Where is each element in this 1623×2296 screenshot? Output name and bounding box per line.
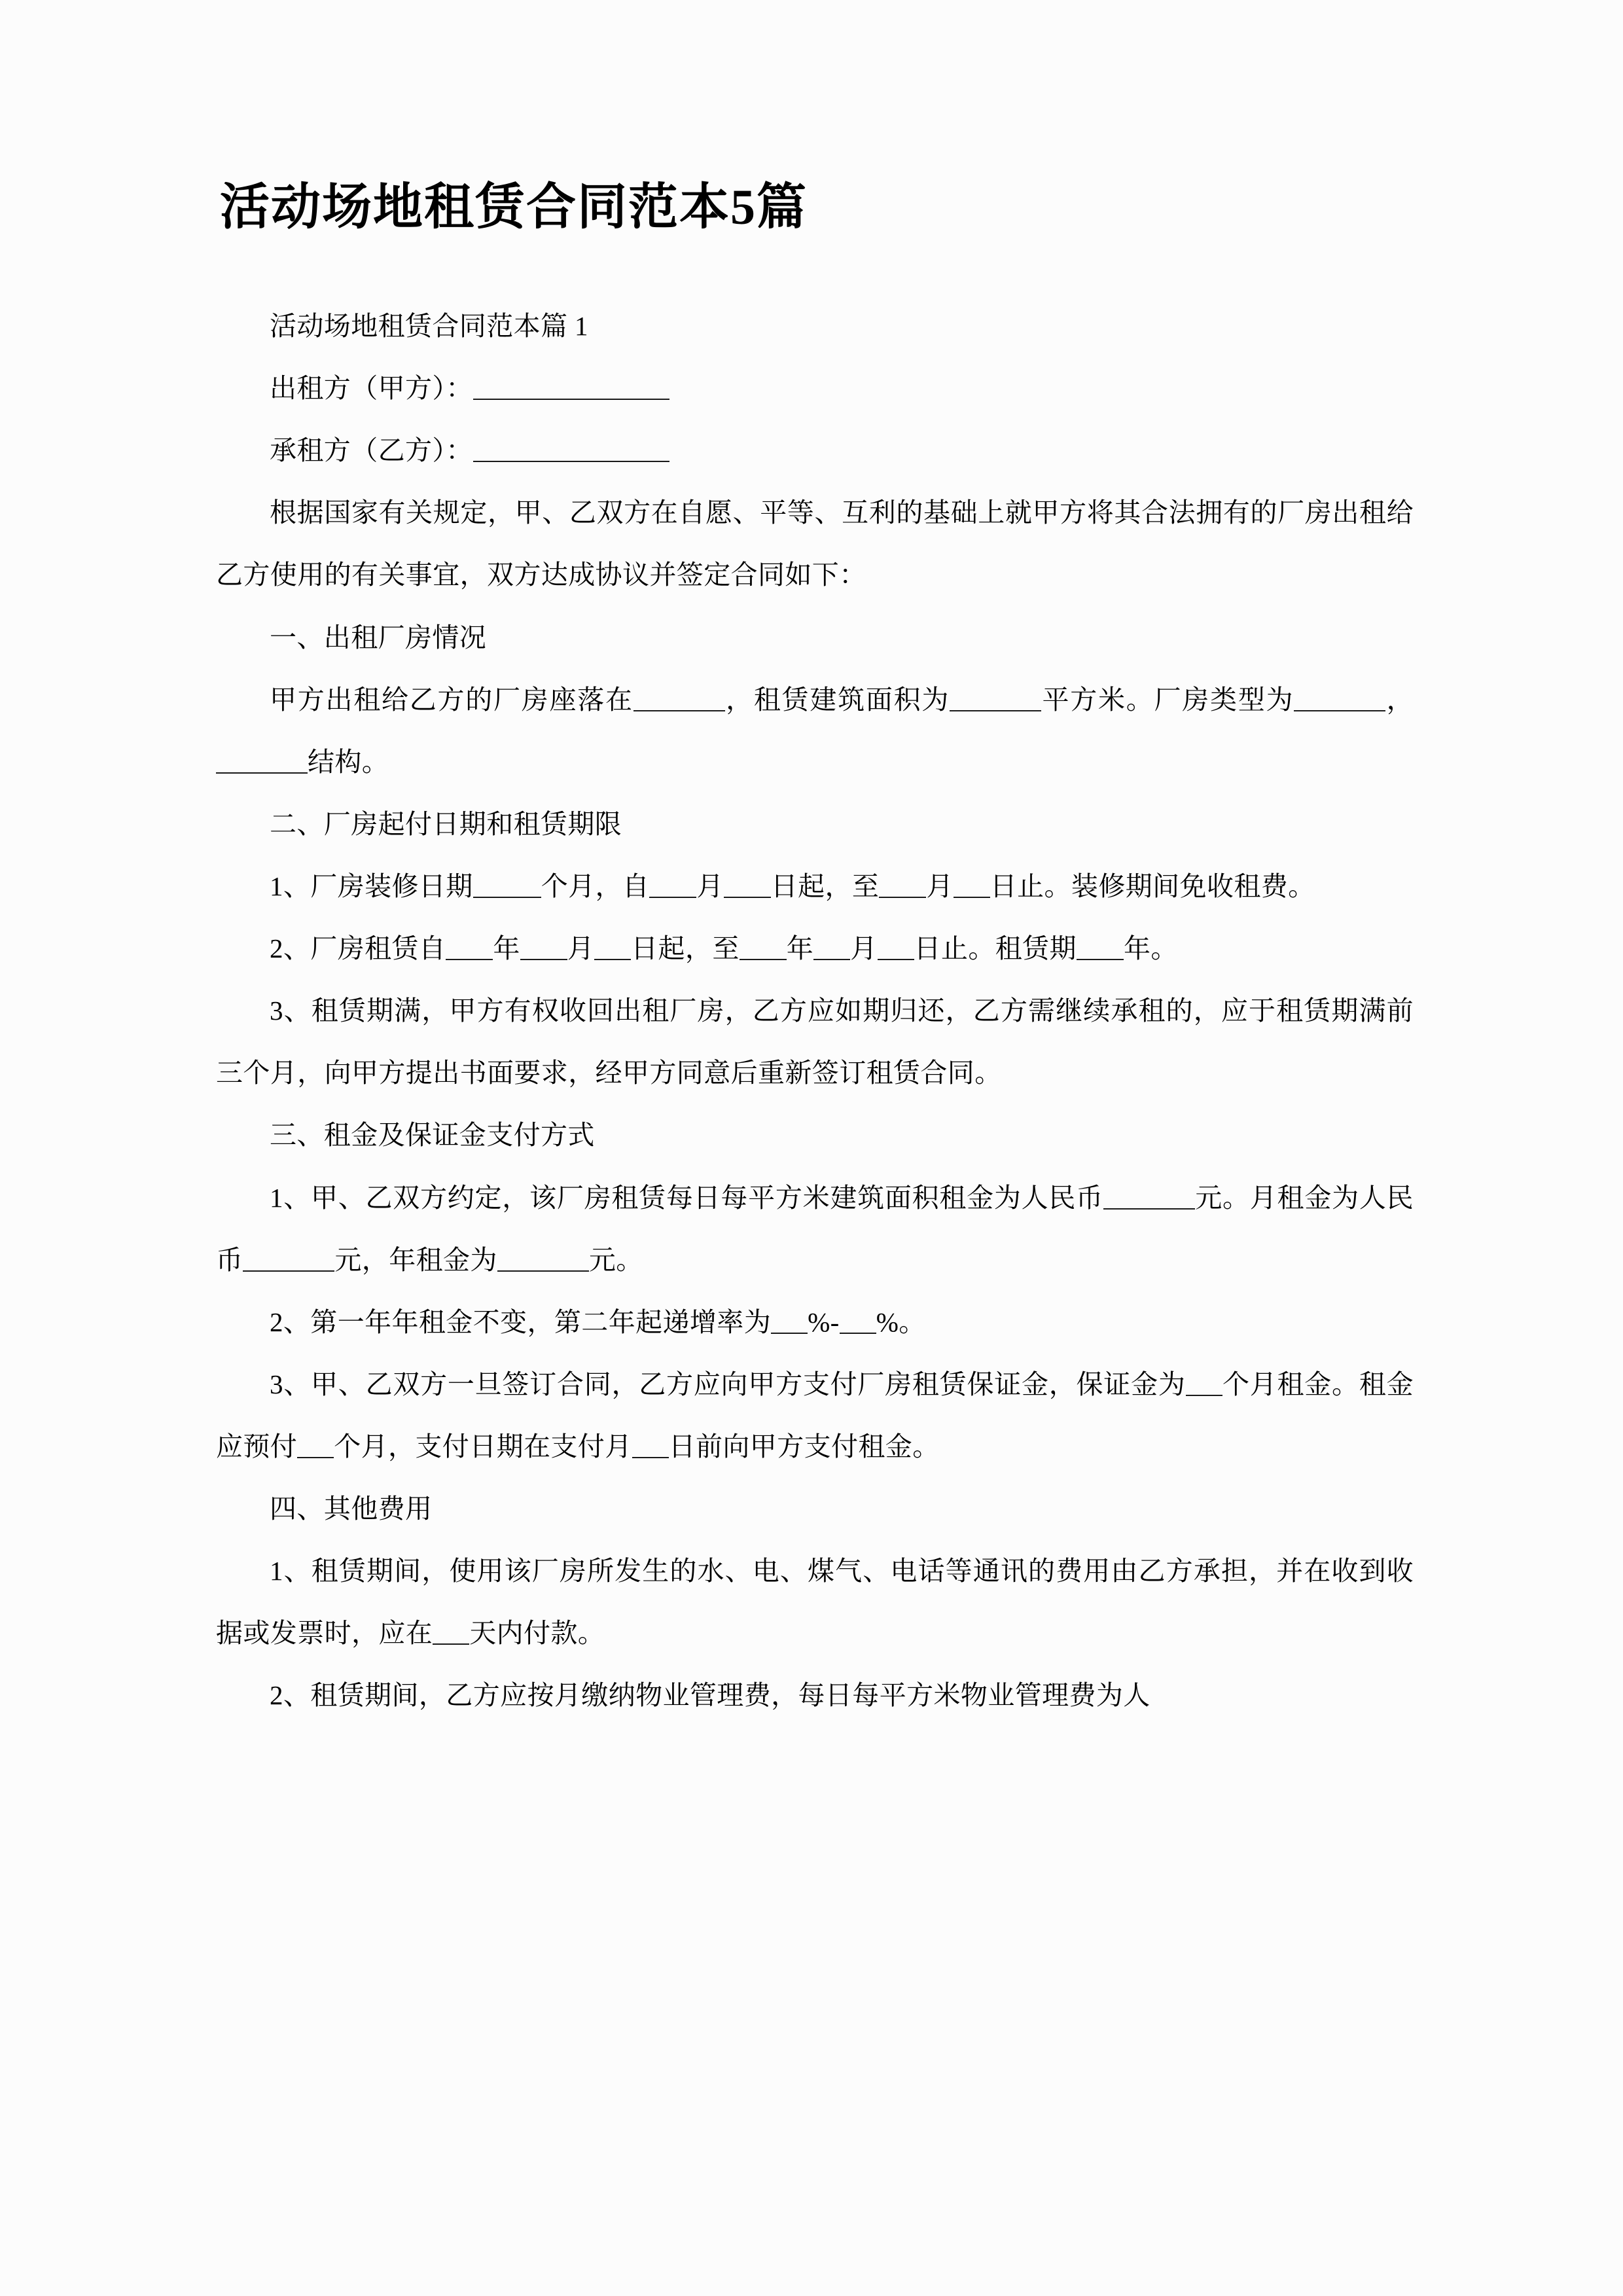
- inline-blank[interactable]: [1186, 1375, 1222, 1396]
- text-run: 年: [493, 933, 520, 964]
- inline-blank[interactable]: [1103, 1189, 1195, 1210]
- text-run: 2、厂房租赁自: [270, 933, 446, 964]
- inline-blank[interactable]: [878, 939, 914, 960]
- section-3-item-3: [216, 1354, 1414, 1478]
- text-run: 日止。装修期间免收租费。: [990, 870, 1315, 901]
- text-run: 月: [926, 870, 954, 901]
- inline-blank[interactable]: [633, 691, 725, 711]
- text-run: 个月，自: [541, 870, 650, 901]
- section-3-item-2: [216, 1291, 1414, 1354]
- inline-blank[interactable]: [724, 877, 771, 898]
- section-heading-3: 三、租金及保证金支付方式: [270, 1120, 595, 1151]
- text-run: 日起，至: [631, 933, 740, 964]
- text-run: 元，年租金为: [334, 1244, 497, 1275]
- party-lessor: [216, 357, 1414, 420]
- document-body: [216, 295, 1414, 1727]
- inline-blank[interactable]: [771, 1313, 808, 1334]
- text-run: %。: [876, 1306, 926, 1337]
- text-run: 平方米。厂房类型为: [1041, 684, 1294, 715]
- text-run: %-: [808, 1306, 840, 1337]
- text-run: 日前向甲方支付租金。: [668, 1431, 940, 1462]
- inline-blank[interactable]: [497, 1251, 589, 1272]
- text-run: 2、第一年年租金不变，第二年起递增率为: [270, 1306, 772, 1337]
- text-run: 月: [567, 933, 595, 964]
- inline-blank[interactable]: [594, 939, 631, 960]
- section-heading-1: 一、出租厂房情况: [270, 622, 487, 653]
- inline-blank[interactable]: [520, 939, 567, 960]
- text-run: 日起，至: [770, 870, 880, 901]
- text-run: 年。: [1123, 933, 1178, 964]
- party-lessee-label: 承租方（乙方）：: [270, 435, 473, 466]
- inline-blank[interactable]: [1077, 939, 1124, 960]
- text-run: 1、厂房装修日期: [270, 870, 473, 901]
- inline-blank[interactable]: [216, 753, 308, 774]
- section-2-item-3: 3、租赁期满，甲方有权收回出租厂房，乙方应如期归还，乙方需继续承租的，应于租赁期满前三个月，向甲方提出书面要求，经甲方同意后重新签订租赁合同。: [216, 996, 1414, 1088]
- inline-blank[interactable]: [433, 1624, 469, 1645]
- section-4-item-1: [216, 1540, 1414, 1664]
- text-run: 甲方出租给乙方的厂房座落在: [270, 684, 633, 715]
- text-run: ，: [1385, 684, 1414, 715]
- text-run: 元。: [588, 1244, 643, 1275]
- inline-blank[interactable]: [297, 1437, 334, 1458]
- text-run: 结构。: [308, 746, 389, 777]
- text-run: 个月租金。租金应预付: [216, 1369, 1414, 1462]
- text-run: 1、租赁期间，使用该厂房所发生的水、电、煤气、电话等通讯的费用由乙方承担，并在收到收据或发票时，应在: [216, 1556, 1414, 1649]
- section-2-item-1: [216, 855, 1414, 918]
- document-content: [216, 177, 1414, 1727]
- inline-blank[interactable]: [740, 939, 787, 960]
- text-run: 元。月租金为人民币: [216, 1182, 1414, 1275]
- section-4-item-2: 2、租赁期间，乙方应按月缴纳物业管理费，每日每平方米物业管理费为人: [270, 1680, 1150, 1711]
- text-run: 月: [696, 870, 724, 901]
- text-run: 日止。租赁期: [914, 933, 1077, 964]
- inline-blank[interactable]: [649, 877, 696, 898]
- inline-blank[interactable]: [879, 877, 926, 898]
- text-run: 个月，支付日期在支付月: [334, 1431, 632, 1462]
- section-heading-2: 二、厂房起付日期和租赁期限: [270, 808, 622, 839]
- text-run: 月: [850, 933, 878, 964]
- section-heading-4: 四、其他费用: [270, 1494, 433, 1524]
- section-3-item-1: [216, 1167, 1414, 1291]
- inline-blank[interactable]: [632, 1437, 669, 1458]
- text-run: 天内付款。: [469, 1618, 605, 1649]
- text-run: 1、甲、乙双方约定，该厂房租赁每日每平方米建筑面积租金为人民币: [270, 1182, 1103, 1213]
- text-run: 年: [786, 933, 814, 964]
- party-lessor-label: 出租方（甲方）：: [270, 373, 473, 404]
- party-lessor-blank[interactable]: [473, 379, 669, 400]
- section-1-item-1: [216, 669, 1414, 793]
- page-title: 活动场地租赁合同范本5篇: [220, 180, 808, 235]
- text-run: ，租赁建筑面积为: [724, 684, 950, 715]
- inline-blank[interactable]: [954, 877, 990, 898]
- preamble-paragraph: 根据国家有关规定，甲、乙双方在自愿、平等、互利的基础上就甲方将其合法拥有的厂房出租给乙方使用的有关事宜，双方达成协议并签定合同如下：: [216, 497, 1414, 590]
- inline-blank[interactable]: [840, 1313, 876, 1334]
- party-lessee-blank[interactable]: [473, 441, 669, 462]
- text-run: 3、甲、乙双方一旦签订合同，乙方应向甲方支付厂房租赁保证金，保证金为: [270, 1369, 1186, 1399]
- document-subtitle: 活动场地租赁合同范本篇 1: [270, 311, 588, 341]
- inline-blank[interactable]: [473, 877, 541, 898]
- inline-blank[interactable]: [243, 1251, 334, 1272]
- inline-blank[interactable]: [950, 691, 1041, 711]
- party-lessee: [216, 420, 1414, 482]
- section-2-item-2: [216, 918, 1414, 980]
- inline-blank[interactable]: [1294, 691, 1385, 711]
- inline-blank[interactable]: [446, 939, 493, 960]
- inline-blank[interactable]: [813, 939, 850, 960]
